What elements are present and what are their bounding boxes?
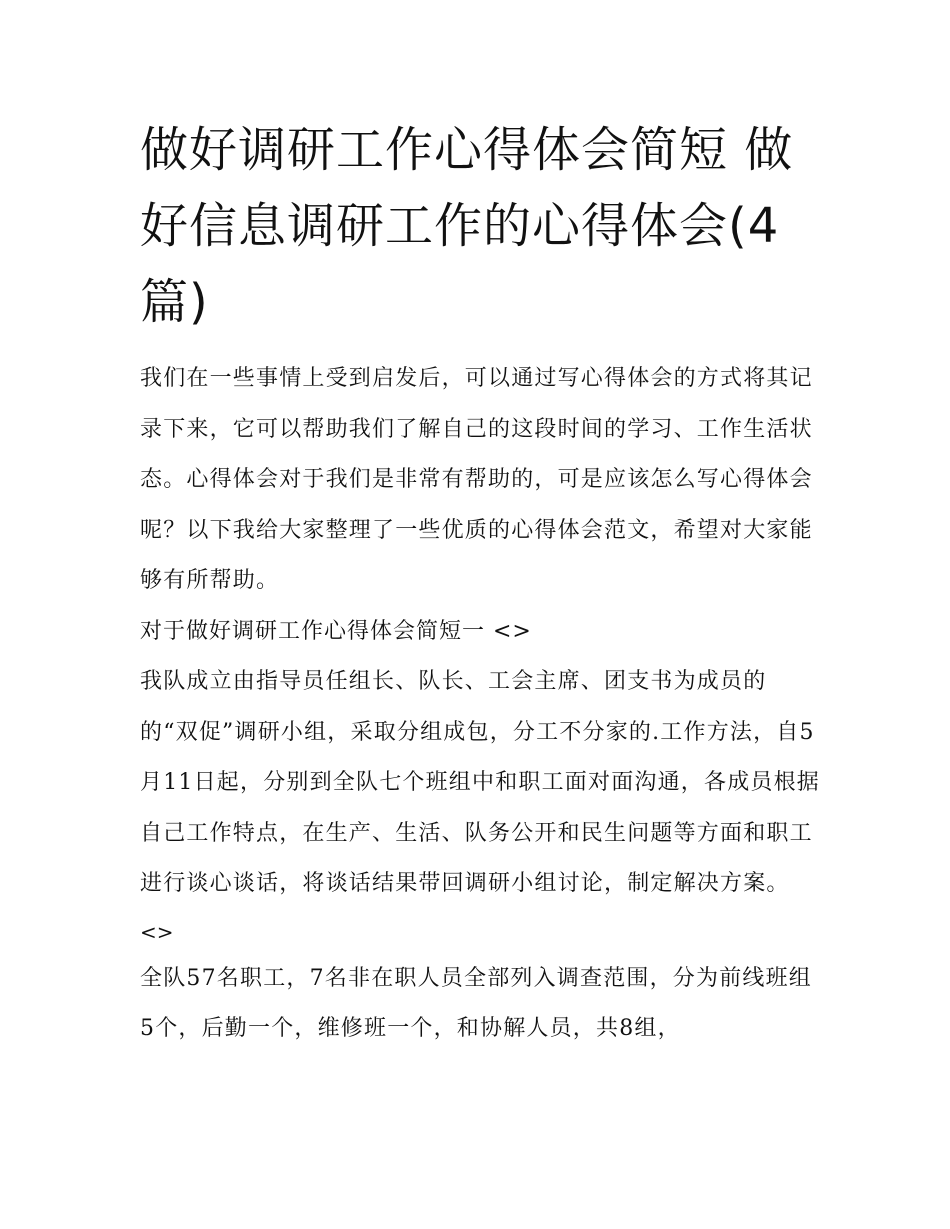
section-heading: 对于做好调研工作心得体会简短一 <> (140, 618, 532, 644)
section-marker: <> (140, 919, 174, 944)
document-title: 做好调研工作心得体会简短 做好信息调研工作的心得体会(4篇) (140, 122, 794, 330)
document-body (140, 112, 820, 1055)
section-paragraph-1: 我队成立由指导员任组长、队长、工会主席、团支书为成员的的“双促”调研小组，采取分组成包，分工不分家的.工作方法，自5月11日起，分别到全队七个班组中和职工面对面沟通，各成员根据自己工作特点，在生产、生活、队务公开和民生问题等方面和职工进行谈心谈话，将谈话结果带回调研小组讨论，制定解决方案。 (140, 669, 820, 896)
section-paragraph-2: 全队57名职工，7名非在职人员全部列入调查范围，分为前线班组5个，后勤一个，维修班一个，和协解人员，共8组， (140, 965, 812, 1041)
intro-paragraph: 我们在一些事情上受到启发后，可以通过写心得体会的方式将其记录下来，它可以帮助我们了解自己的这段时间的学习、工作生活状态。心得体会对于我们是非常有帮助的，可是应该怎么写心得体会呢？以下我给大家整理了一些优质的心得体会范文，希望对大家能够有所帮助。 (140, 366, 813, 593)
